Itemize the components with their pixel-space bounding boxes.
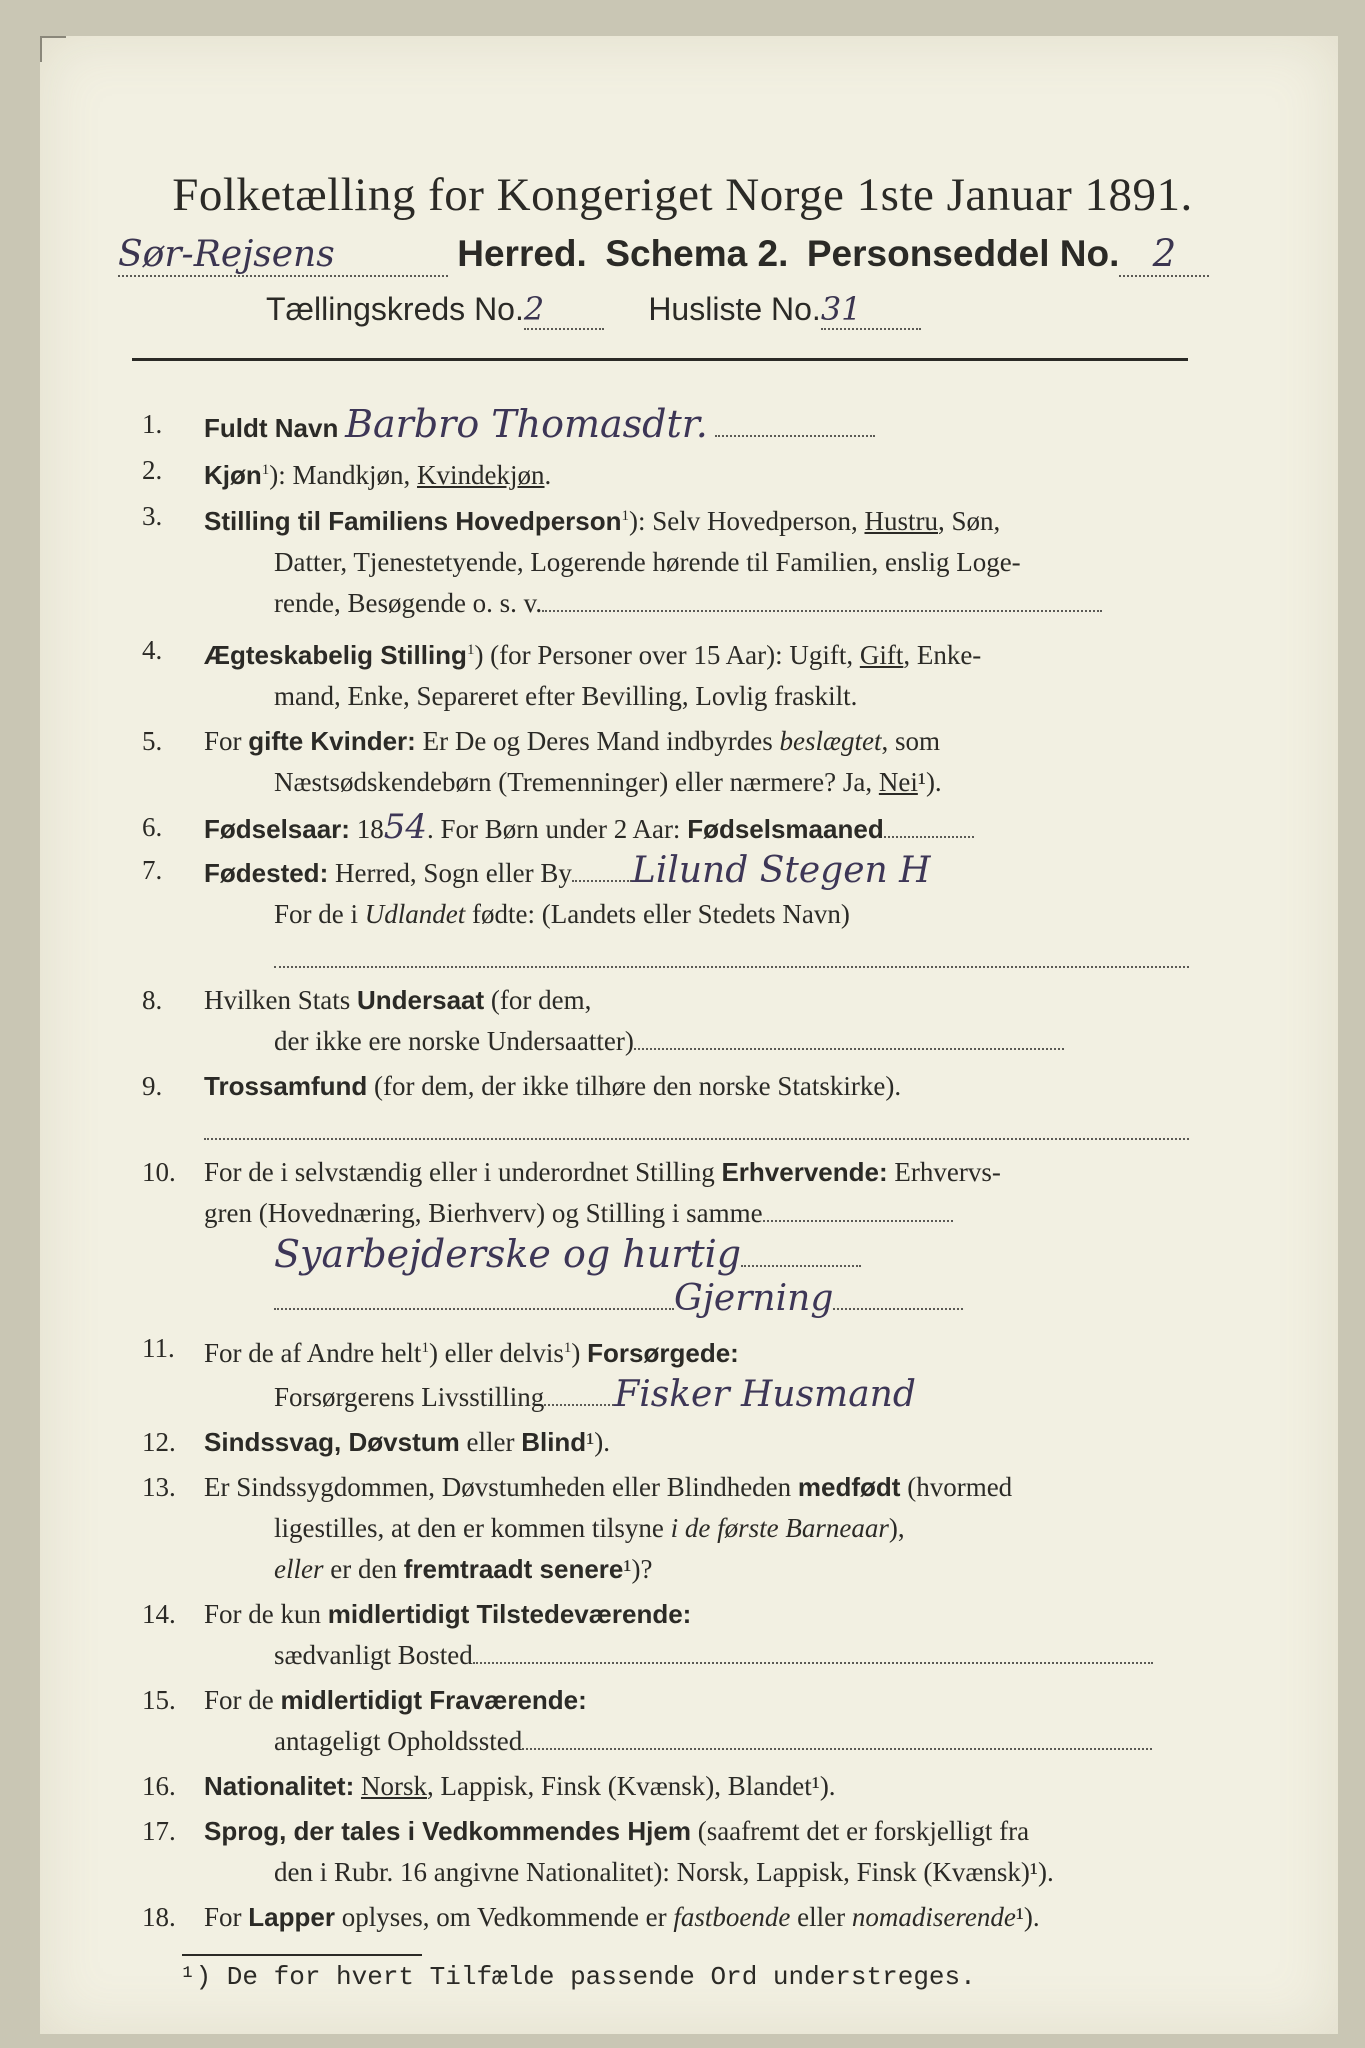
marital-selected: Gift [859,640,904,670]
item-family-position [132,496,1192,624]
occupation-answer-2: Gjerning [674,1278,834,1319]
item-number: 18. [142,1902,176,1932]
lapps-label: Lapper [248,1902,335,1932]
congenital-line2: ligestilles, at den er kommen tilsyne [274,1513,671,1543]
birthplace-abroad-italic: Udlandet [364,899,466,929]
married-women-label: gifte Kvinder: [248,726,416,756]
item-number: 8. [142,985,163,1015]
congenital-line3-end: ¹)? [623,1554,653,1584]
nationality-label: Nationalitet: [204,1771,355,1801]
personseddel-value: 2 [1119,232,1209,277]
kreds-value: 2 [524,290,604,330]
congenital-text-end: (hvormed [900,1472,1013,1502]
citizenship-label: Undersaat [357,985,485,1015]
gender-options: ): Mandkjøn, [269,460,418,490]
husliste-label: Husliste No. [648,291,821,327]
header-rule [132,358,1188,361]
footnote-ref: 1 [466,642,475,658]
disability-text: eller [459,1427,522,1457]
married-women-line2: Næstsødskendebørn (Tremenninger) eller nærmere? Ja, [274,767,879,797]
item-number: 12. [142,1427,176,1457]
married-women-italic: beslægtet [779,726,882,756]
lapps-text: For [204,1902,249,1932]
nationality-selected: Norsk [360,1771,427,1801]
item-religion [132,1066,1192,1148]
probable-residence-label: antageligt Opholdssted [274,1726,523,1756]
item-full-name [132,396,1192,450]
birth-year-prefix: 18 [349,814,384,844]
item-number: 13. [142,1472,176,1502]
dotted-fill [544,1403,614,1406]
item-number: 3. [142,501,163,531]
occupation-label: Erhvervende: [721,1157,888,1187]
dotted-fill [833,1307,963,1310]
congenital-line2-italic: i de første Barneaar [670,1513,889,1543]
item-number: 15. [142,1685,176,1715]
congenital-line3: er den [323,1554,404,1584]
item-number: 16. [142,1771,176,1801]
footnote: ¹) De for hvert Tilfælde passende Ord understreges. [180,1962,976,1992]
usual-residence-label: sædvanligt Bosted [274,1640,473,1670]
kreds-label: Tællingskreds No. [266,291,524,327]
family-position-line2: Datter, Tjenestetyende, Logerende hørende til Familien, enslig Loge- [274,547,1021,577]
birthplace-answer: Lilund Stegen H [631,850,931,891]
item-lapps [132,1897,1192,1938]
header-herred-row [118,232,1209,277]
congenital-line3-label: fremtraadt senere [403,1554,624,1584]
marital-options: ) (for Personer over 15 Aar): Ugift, [474,640,860,670]
dotted-fill [473,1661,1153,1664]
dotted-fill [741,1264,861,1267]
item-congenital [132,1467,1192,1590]
herred-value: Sør-Rejsens [118,234,448,277]
form-items [132,396,1192,1938]
birth-month-text: . For Børn under 2 Aar: [426,814,688,844]
schema-label: Schema 2. [605,233,789,274]
item-supported [132,1328,1192,1418]
footnote-ref: 1 [563,1340,572,1356]
congenital-line2-end: ), [888,1513,905,1543]
footnote-ref: 1 [621,508,630,524]
religion-text: (for dem, der ikke tilhøre den norske Statskirke). [367,1071,902,1101]
citizenship-line2: der ikke ere norske Undersaatter) [274,1026,634,1056]
item-number: 7. [142,855,163,885]
occupation-text: For de i selvstændig eller i underordnet Stilling [204,1157,722,1187]
item-number: 14. [142,1599,176,1629]
birth-year-label: Fødselsaar: [204,814,350,844]
language-label: Sprog, der tales i Vedkommendes Hjem [204,1816,691,1846]
gender-end: . [544,460,552,490]
item-birthplace [132,850,1192,976]
item-temporary-absent [132,1680,1192,1762]
occupation-text-end: Erhvervs- [887,1157,1001,1187]
citizenship-text-end: (for dem, [484,985,592,1015]
form-title: Folketælling for Kongeriget Norge 1ste Januar 1891. [172,169,1193,221]
dotted-fill [572,879,632,882]
dotted-fill [884,835,974,838]
birthplace-abroad-text: For de i [274,899,365,929]
marital-line2: mand, Enke, Separeret efter Bevilling, Lovlig fraskilt. [274,681,858,711]
item-number: 2. [142,455,163,485]
family-position-line3: rende, Besøgende o. s. v. [274,588,543,618]
item-married-women [132,721,1192,803]
birthplace-text: Herred, Sogn eller By [328,858,572,888]
item-occupation [132,1152,1192,1322]
dotted-fill [274,965,1189,968]
full-name-label: Fuldt Navn [204,413,339,443]
lapps-text-end: ¹). [1015,1902,1040,1932]
congenital-text: Er Sindssygdommen, Døvstumheden eller Blindheden [204,1472,798,1502]
item-birth-year [132,807,1192,850]
gender-label: Kjøn [204,460,262,490]
family-position-options-cont: , Søn, [937,506,1001,536]
supported-text: For de af Andre helt [204,1338,422,1368]
nationality-options: , Lappisk, Finsk (Kvænsk), Blandet¹). [426,1771,836,1801]
item-number: 5. [142,726,163,756]
lapps-text-3: eller [790,1902,852,1932]
temporary-present-text: For de kun [204,1599,328,1629]
footnote-rule [182,1954,422,1956]
herred-label: Herred. [457,233,587,274]
item-citizenship [132,980,1192,1062]
supported-label: Forsørgede: [587,1338,739,1368]
temporary-absent-text: For de [204,1685,281,1715]
personseddel-label: Personseddel No. [806,233,1120,274]
dotted-fill [522,1747,1152,1750]
married-women-question-end: , som [881,726,941,756]
married-women-line2-end: ¹). [917,767,942,797]
family-position-selected: Hustru [864,506,938,536]
dotted-fill [634,1047,1064,1050]
family-position-label: Stilling til Familiens Hovedperson [204,506,622,536]
full-name-answer: Barbro Thomasdtr. [345,402,708,446]
religion-label: Trossamfund [204,1071,368,1101]
gender-selected: Kvindekjøn [417,460,545,490]
birthplace-label: Fødested: [204,858,329,888]
item-nationality [132,1766,1192,1807]
occupation-line2: gren (Hovednæring, Bierhverv) og Stilling i samme [204,1198,763,1228]
language-line2: den i Rubr. 16 angivne Nationalitet): Norsk, Lappisk, Finsk (Kvænsk)¹). [274,1857,1054,1887]
temporary-absent-label: midlertidigt Fraværende: [280,1685,587,1715]
birth-month-label: Fødselsmaaned [687,814,884,844]
dotted-fill [204,1137,1189,1140]
item-marital-status [132,630,1192,717]
dotted-fill [715,434,875,437]
occupation-answer-1: Syarbejderske og hurtig [274,1232,742,1276]
disability-text-end: ¹). [586,1427,611,1457]
item-disability [132,1422,1192,1463]
supported-text-3: ) [571,1338,588,1368]
dotted-fill [542,609,1102,612]
married-women-selected: Nei [878,767,918,797]
item-temporary-present [132,1594,1192,1676]
language-text: (saafremt det er forskjelligt fra [690,1816,1030,1846]
item-number: 10. [142,1157,176,1187]
disability-label: Sindssvag, Døvstum [204,1427,460,1457]
dotted-fill [763,1219,953,1222]
congenital-line3-italic: eller [274,1554,324,1584]
married-women-text: For [204,726,249,756]
lapps-italic-b: nomadiserende [851,1902,1016,1932]
folded-corner [40,36,66,62]
footnote-ref: 1 [421,1340,429,1356]
married-women-question: Er De og Deres Mand indbyrdes [415,726,780,756]
item-number: 4. [142,635,163,665]
supporter-occupation-answer: Fisker Husmand [614,1374,916,1415]
supporter-occupation-label: Forsørgerens Livsstilling [274,1382,545,1412]
marital-options-cont: , Enke- [903,640,982,670]
item-gender [132,450,1192,496]
item-number: 6. [142,812,163,842]
item-number: 9. [142,1071,163,1101]
dotted-fill [274,1307,674,1310]
lapps-italic-a: fastboende [673,1902,791,1932]
disability-label-blind: Blind [521,1427,587,1457]
birth-year-answer: 54 [383,807,427,847]
lapps-text-2: oplyses, om Vedkommende er [334,1902,674,1932]
item-number: 17. [142,1816,176,1846]
supported-text-2: ) eller delvis [428,1338,564,1368]
family-position-options: ): Selv Hovedperson, [629,506,865,536]
temporary-present-label: midlertidigt Tilstedeværende: [327,1599,692,1629]
item-language [132,1811,1192,1893]
congenital-label: medfødt [797,1472,901,1502]
citizenship-text: Hvilken Stats [204,985,357,1015]
marital-status-label: Ægteskabelig Stilling [204,640,467,670]
item-number: 1. [142,409,163,439]
item-number: 11. [142,1333,175,1363]
footnote-ref: 1 [261,462,270,478]
birthplace-abroad-text-end: fødte: (Landets eller Stedets Navn) [465,899,850,929]
blank-answer-line [204,1107,1192,1148]
nationality-space [354,1771,361,1801]
header-kreds-row [266,290,921,330]
blank-answer-line [204,935,1192,976]
husliste-value: 31 [821,290,921,330]
